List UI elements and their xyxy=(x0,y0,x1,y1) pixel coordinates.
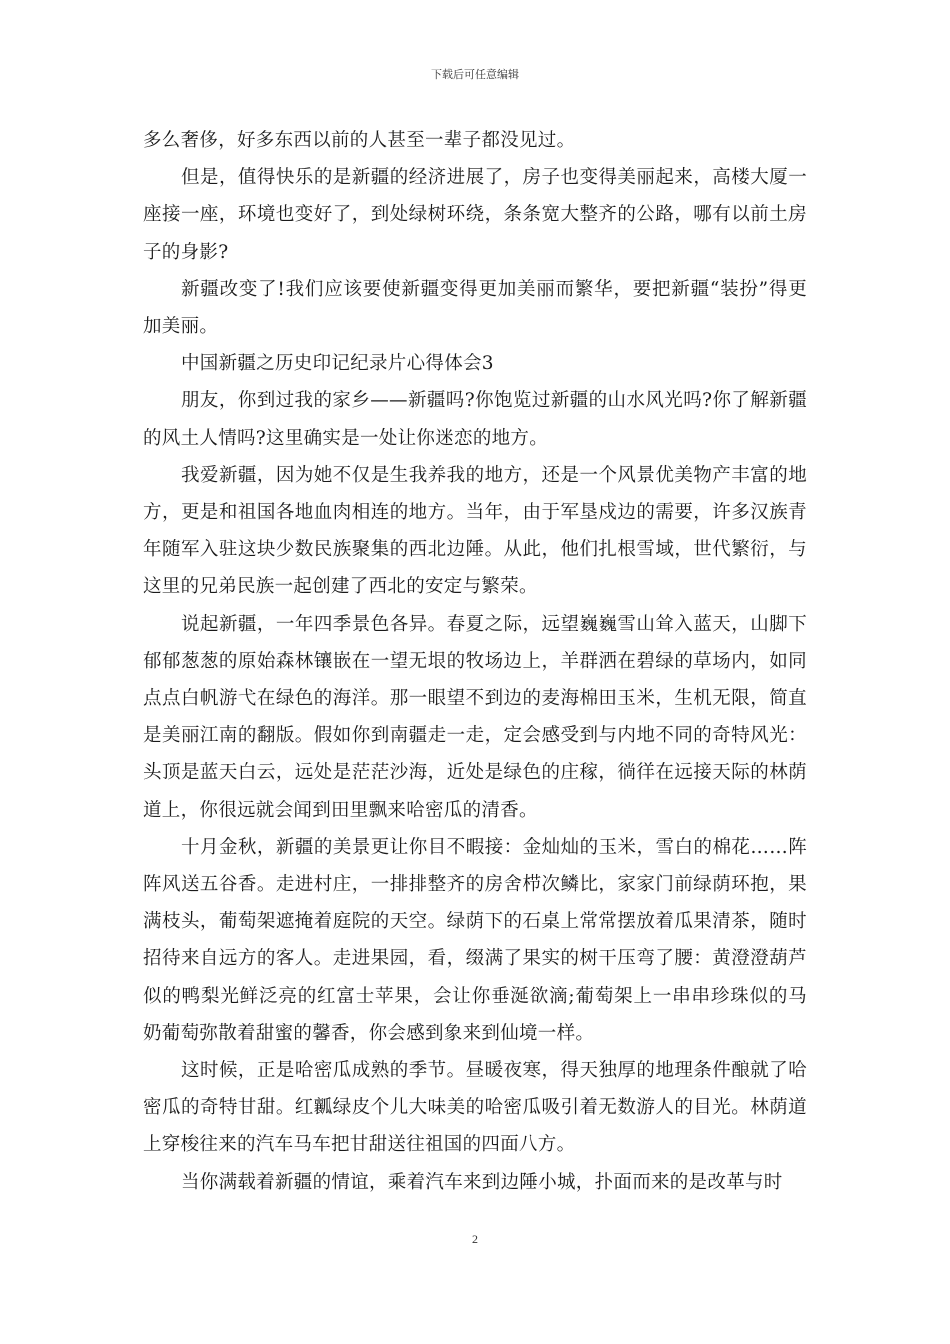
page-number: 2 xyxy=(472,1232,478,1246)
paragraph: 但是，值得快乐的是新疆的经济进展了，房子也变得美丽起来，高楼大厦一座接一座，环境也变好了，到处绿树环绕，条条宽大整齐的公路，哪有以前土房子的身影? xyxy=(143,167,807,263)
paragraph: 十月金秋，新疆的美景更让你目不暇接：金灿灿的玉米，雪白的棉花……阵阵风送五谷香。走进村庄，一排排整齐的房舍栉次鳞比，家家门前绿荫环抱，果满枝头，葡萄架遮掩着庭院的天空。绿荫下的石桌上常常摆放着瓜果清茶，随时招待来自远方的客人。走进果园，看，缀满了果实的树干压弯了腰：黄澄澄葫芦似的鸭梨光鲜泛亮的红富士苹果，会让你垂涎欲滴;葡萄架上一串串珍珠似的马奶葡萄弥散着甜蜜的馨香，你会感到象来到仙境一样。 xyxy=(143,836,807,1044)
paragraph: 说起新疆，一年四季景色各异。春夏之际，远望巍巍雪山耸入蓝天，山脚下郁郁葱葱的原始森林镶嵌在一望无垠的牧场边上，羊群洒在碧绿的草场内，如同点点白帆游弋在绿色的海洋。那一眼望不到边的麦海棉田玉米，生机无限，简直是美丽江南的翻版。假如你到南疆走一走，定会感受到与内地不同的奇特风光：头顶是蓝天白云，远处是茫茫沙海，近处是绿色的庄稼，徜徉在远接天际的林荫道上，你很远就会闻到田里飘来哈密瓜的清香。 xyxy=(143,613,807,821)
paragraph: 朋友，你到过我的家乡——新疆吗?你饱览过新疆的山水风光吗?你了解新疆的风土人情吗?这里确实是一处让你迷恋的地方。 xyxy=(143,390,807,449)
paragraph: 当你满载着新疆的情谊，乘着汽车来到边陲小城，扑面而来的是改革与时 xyxy=(181,1171,783,1193)
paragraph: 我爱新疆，因为她不仅是生我养我的地方，还是一个风景优美物产丰富的地方，更是和祖国各地血肉相连的地方。当年，由于军垦戍边的需要，许多汉族青年随军入驻这块少数民族聚集的西北边陲。从此，他们扎根雪域，世代繁衍，与这里的兄弟民族一起创建了西北的安定与繁荣。 xyxy=(143,464,807,598)
document-body xyxy=(143,122,807,1201)
page-header: 下载后可任意编辑 xyxy=(431,68,519,81)
paragraph: 新疆改变了!我们应该要使新疆变得更加美丽而繁华，要把新疆“装扮”得更加美丽。 xyxy=(143,278,807,338)
paragraph: 多么奢侈，好多东西以前的人甚至一辈子都没见过。 xyxy=(143,130,576,151)
paragraph: 这时候，正是哈密瓜成熟的季节。昼暖夜寒，得天独厚的地理条件酿就了哈密瓜的奇特甘甜。红瓤绿皮个儿大味美的哈密瓜吸引着无数游人的目光。林荫道上穿梭往来的汽车马车把甘甜送往祖国的四面八方。 xyxy=(143,1060,807,1156)
section-heading: 中国新疆之历史印记纪录片心得体会3 xyxy=(181,353,494,375)
